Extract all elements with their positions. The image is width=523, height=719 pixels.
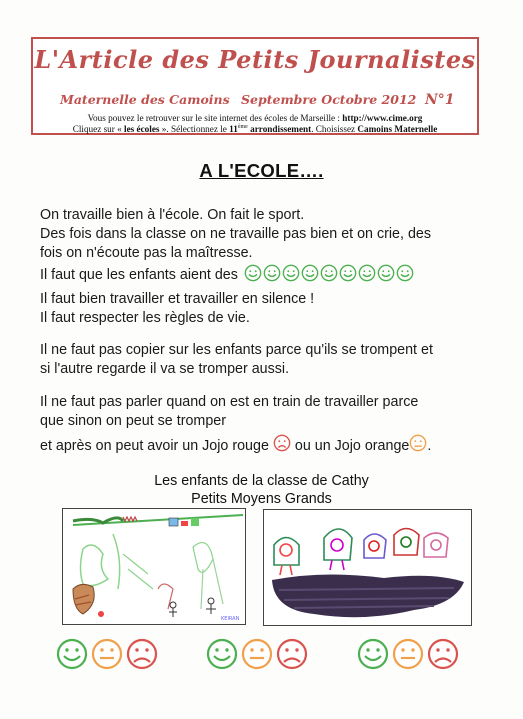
article-title: A L'ECOLE…. bbox=[199, 160, 324, 181]
rating-faces-3 bbox=[356, 637, 460, 671]
instr-text-a: Cliquez sur « bbox=[72, 124, 125, 135]
paragraph-1 bbox=[40, 206, 490, 263]
smiley-icon bbox=[396, 264, 414, 282]
rating-faces-1 bbox=[55, 637, 159, 671]
sad-face-icon bbox=[128, 640, 156, 668]
website-note bbox=[33, 113, 477, 123]
drawing-1-signature: KEIRAN bbox=[221, 616, 240, 622]
happy-face-icon bbox=[359, 640, 387, 668]
school-name: Maternelle des Camoins bbox=[60, 92, 230, 107]
neutral-face-icon bbox=[243, 640, 271, 668]
website-url[interactable]: http://www.cime.org bbox=[342, 113, 423, 123]
p3-line-2: si l'autre regarde il va se tromper aussi. bbox=[40, 361, 290, 377]
instructions-note bbox=[33, 124, 477, 134]
website-note-text: Vous pouvez le retrouver sur le site internet des écoles de Marseille : bbox=[87, 113, 343, 123]
instr-text-c: ». Sélectionnez le bbox=[159, 124, 230, 135]
p2-line-2: Il faut bien travailler et travailler en silence ! bbox=[40, 291, 315, 307]
drawing-1-art bbox=[63, 509, 244, 623]
happy-face-icon bbox=[208, 640, 236, 668]
sad-face-icon bbox=[273, 434, 291, 452]
smiley-icon bbox=[244, 264, 262, 282]
instr-text-f: . Choisissez bbox=[311, 124, 358, 135]
smiley-icon bbox=[377, 264, 395, 282]
smiley-icon bbox=[282, 264, 300, 282]
smiley-icon bbox=[263, 264, 281, 282]
child-drawing-2 bbox=[263, 509, 472, 626]
p5-text-b: ou un Jojo orange bbox=[294, 438, 410, 454]
paragraph-5 bbox=[40, 434, 490, 456]
smiley-icon bbox=[320, 264, 338, 282]
rating-faces-2 bbox=[205, 637, 309, 671]
masthead-title: L'Article des Petits Journalistes bbox=[34, 45, 476, 74]
smiley-icon bbox=[358, 264, 376, 282]
p2-line-1-text: Il faut que les enfants aient des bbox=[40, 267, 238, 283]
smiley-row bbox=[244, 264, 415, 288]
sad-face-icon bbox=[278, 640, 306, 668]
sad-face-icon bbox=[429, 640, 457, 668]
signature bbox=[0, 472, 523, 508]
p5-text-c: . bbox=[427, 438, 432, 454]
p5-text-a: et après on peut avoir un Jojo rouge bbox=[40, 438, 269, 454]
neutral-face-icon bbox=[394, 640, 422, 668]
child-drawing-1 bbox=[62, 508, 246, 625]
instr-school: Camoins Maternelle bbox=[357, 124, 438, 135]
instr-sup: ème bbox=[237, 124, 248, 130]
smiley-icon bbox=[301, 264, 319, 282]
issue-date: Septembre Octobre 2012 bbox=[241, 92, 417, 107]
paragraph-4 bbox=[40, 393, 490, 431]
p2-line-1 bbox=[40, 264, 490, 288]
p2-line-3: Il faut respecter les règles de vie. bbox=[40, 310, 250, 326]
drawing-2-art bbox=[264, 510, 470, 624]
p1-line-2: Des fois dans la classe on ne travaille pas bien et on crie, des bbox=[40, 226, 432, 242]
p1-line-1: On travaille bien à l'école. On fait le sport. bbox=[40, 207, 305, 223]
instr-link-ecoles: les écoles bbox=[124, 124, 160, 135]
issue-number: N°1 bbox=[425, 92, 455, 108]
instr-number: 11 bbox=[229, 124, 238, 135]
p1-line-3: fois on n'écoute pas la maîtresse. bbox=[40, 245, 253, 261]
smiley-icon bbox=[339, 264, 357, 282]
p3-line-1: Il ne faut pas copier sur les enfants parce qu'ils se trompent et bbox=[40, 342, 433, 358]
neutral-face-icon bbox=[409, 434, 427, 452]
instr-arrondissement: arrondissement bbox=[247, 124, 312, 135]
p4-line-2: que sinon on peut se tromper bbox=[40, 413, 226, 429]
signature-line-1: Les enfants de la classe de Cathy bbox=[154, 473, 369, 489]
signature-line-2: Petits Moyens Grands bbox=[191, 491, 332, 507]
paragraph-3 bbox=[40, 341, 490, 379]
p4-line-1: Il ne faut pas parler quand on est en train de travailler parce bbox=[40, 394, 419, 410]
happy-face-icon bbox=[58, 640, 86, 668]
paragraph-2 bbox=[40, 264, 490, 328]
newsletter-header bbox=[31, 37, 479, 135]
neutral-face-icon bbox=[93, 640, 121, 668]
